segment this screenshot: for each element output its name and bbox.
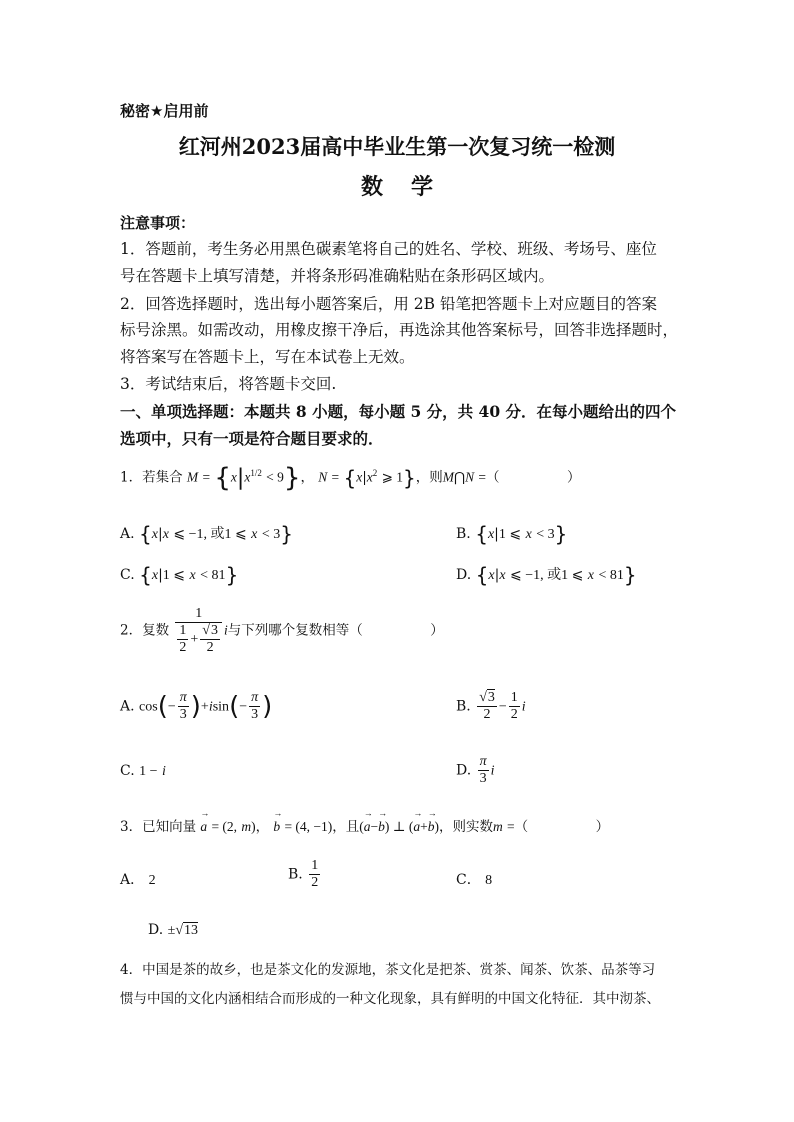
question-3-stem: 3．已知向量 → a = (2, m)， → b = (4, −1)，且(→ a−→ b) ⊥ (→ a+→ b)，则实数m =（ ） — [120, 815, 609, 835]
notes-heading: 注意事项： — [120, 214, 196, 232]
q3-option-a[interactable]: A． 2 — [120, 872, 156, 888]
q1-option-b[interactable]: B. {x|1 ⩽ x < 3} — [456, 522, 568, 546]
q2-option-d[interactable]: D. $\frac{\pi}{3}$ i — [456, 754, 495, 787]
question-4-line: 4．中国是茶的故乡，也是茶文化的发源地，茶文化是把茶、赏茶、闻茶、饮茶、品茶等习 — [120, 962, 656, 978]
section-heading: 一、单项选择题：本题共 8 小题，每小题 5 分，共 40 分．在每小题给出的四个 — [120, 402, 677, 421]
question-1-stem: 1．若集合 $M = \{x|x^{1/2} < 9\}$， $N = \{x|x^2$ ⩾ 1}，则M⋂N =（ ） — [120, 463, 581, 493]
note-line: 号在答题卡上填写清楚，并将条形码准确粘贴在条形码区域内。 — [120, 267, 555, 285]
math-expression: M — [186, 469, 199, 485]
q3-option-b[interactable]: B. $\frac{1}{2}$ — [288, 858, 319, 891]
note-line: 2．回答选择题时，选出每小题答案后，用 2B 铅笔把答题卡上对应题目的答案 — [120, 295, 657, 313]
q1-option-c[interactable]: C. {x|1 ⩽ x < 81} — [120, 563, 239, 587]
note-line: 将答案写在答题卡上，写在本试卷上无效。 — [120, 348, 415, 366]
note-line: 3．考试结束后，将答题卡交回. — [120, 375, 337, 393]
section-heading: 选项中，只有一项是符合题目要求的． — [120, 429, 384, 448]
q3-option-d[interactable]: D. ±√13 — [148, 922, 199, 938]
note-line: 1．答题前，考生务必用黑色碳素笔将自己的姓名、学校、班级、考场号、座位 — [120, 240, 657, 258]
q2-option-a[interactable]: A. cos(− $\frac{\pi}{3}$ )+isin(− $\frac{\pi}{3}$ ) — [120, 690, 273, 723]
q1-option-a[interactable]: A. {x|x ⩽ −1, 或1 ⩽ x < 3} — [120, 522, 293, 546]
question-2-stem: 2．复数 1 $\frac{1}{2}$ + $\frac{√3}{2}$ i与下列哪个复数相等（ ） — [120, 606, 444, 656]
subject-title: 数学 — [360, 174, 461, 200]
question-4-line: 惯与中国的文化内涵相结合而形成的一种文化现象，具有鲜明的中国文化特征．其中沏茶、 — [120, 991, 660, 1007]
note-line: 标号涂黑。如需改动，用橡皮擦干净后，再选涂其他答案标号，回答非选择题时， — [120, 321, 679, 339]
exam-title: 红河州2023届高中毕业生第一次复习统一检测 — [178, 134, 616, 159]
q2-option-c[interactable]: C. 1 − i — [120, 763, 166, 779]
q3-option-c[interactable]: C． 8 — [456, 872, 493, 888]
q2-option-b[interactable]: B. $\frac{√3}{2}$ − $\frac{1}{2}$ i — [456, 690, 526, 723]
q1-option-d[interactable]: D. {x|x ⩽ −1, 或1 ⩽ x < 81} — [456, 563, 637, 587]
confidential-label: 秘密★启用前 — [120, 102, 209, 120]
